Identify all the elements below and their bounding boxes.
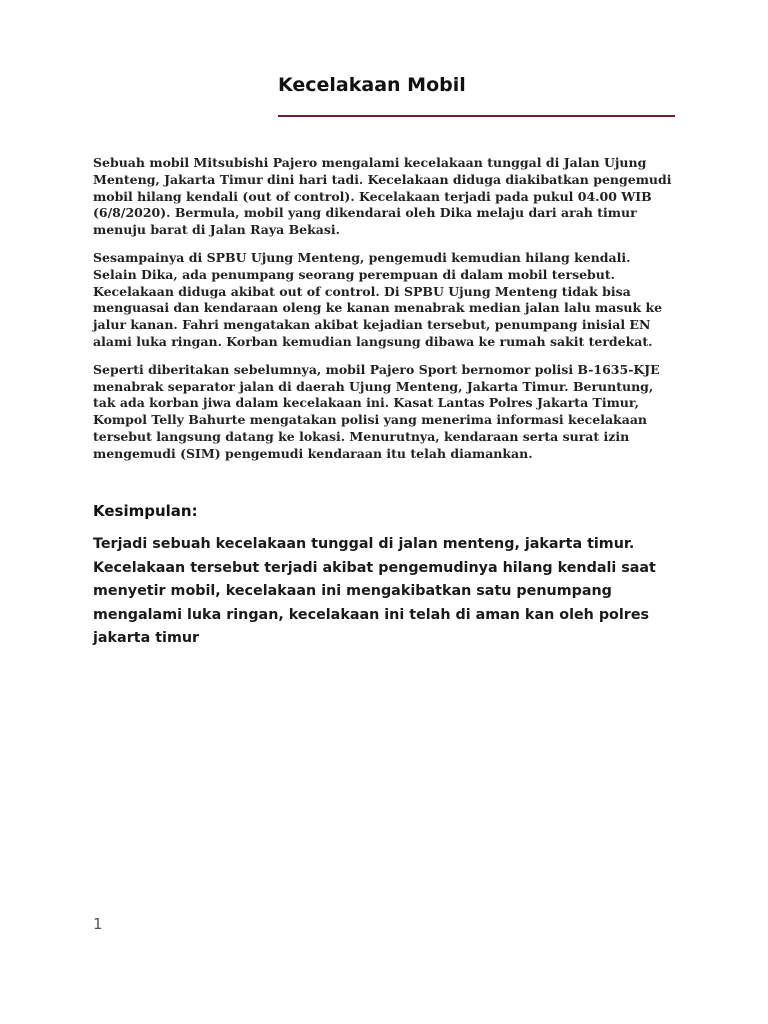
title-underline-rule [278, 115, 675, 117]
article-body [93, 155, 673, 474]
document-title: Kecelakaan Mobil [278, 74, 466, 96]
article-paragraph-3: Seperti diberitakan sebelumnya, mobil Pajero Sport bernomor polisi B-1635-KJE menabrak separator jalan di daerah Ujung Menteng, Jakarta Timur. Beruntung, tak ada korban jiwa dalam kecelakaan ini. Kasat Lantas Polres Jakarta Timur, Kompol Telly Bahurte mengatakan polisi yang menerima informasi kecelakaan tersebut langsung datang ke lokasi. Menurutnya, kendaraan serta surat izin mengemudi (SIM) pengemudi kendaraan itu telah diamankan. [93, 361, 660, 461]
conclusion-text: Terjadi sebuah kecelakaan tunggal di jalan menteng, jakarta timur. Kecelakaan tersebut terjadi akibat pengemudinya hilang kendali saat menyetir mobil, kecelakaan ini mengakibatkan satu penumpang mengalami luka ringan, kecelakaan ini telah di aman kan oleh polres jakarta timur [93, 536, 656, 646]
page-number: 1 [93, 915, 103, 933]
conclusion-heading: Kesimpulan: [93, 502, 198, 520]
article-paragraph-1: Sebuah mobil Mitsubishi Pajero mengalami kecelakaan tunggal di Jalan Ujung Menteng, Jakarta Timur dini hari tadi. Kecelakaan diduga diakibatkan pengemudi mobil hilang kendali (out of control). Kecelakaan terjadi pada pukul 04.00 WIB (6/8/2020). Bermula, mobil yang dikendarai oleh Dika melaju dari arah timur menuju barat di Jalan Raya Bekasi. [93, 155, 672, 238]
article-paragraph-2: Sesampainya di SPBU Ujung Menteng, pengemudi kemudian hilang kendali. Selain Dika, ada penumpang seorang perempuan di dalam mobil tersebut. Kecelakaan diduga akibat out of control. Di SPBU Ujung Menteng tidak bisa menguasai dan kendaraan oleng ke kanan menabrak median jalan lalu masuk ke jalur kanan. Fahri mengatakan akibat kejadian tersebut, penumpang inisial EN alami luka ringan. Korban kemudian langsung dibawa ke rumah sakit terdekat. [93, 249, 663, 349]
